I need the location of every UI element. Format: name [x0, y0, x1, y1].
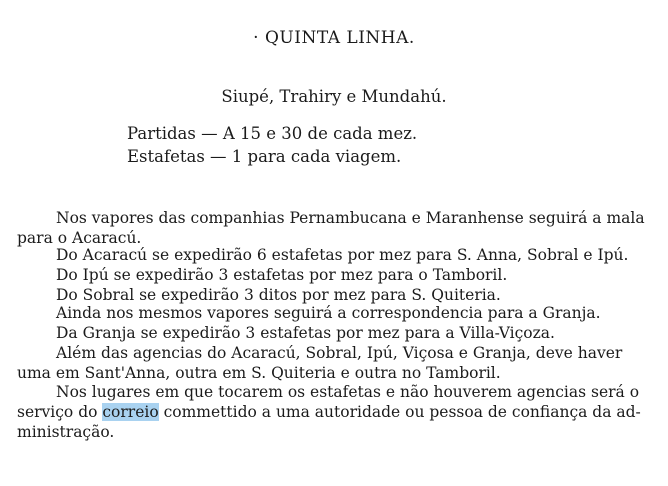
body-line-11-start: serviço do: [17, 403, 103, 421]
schedule-departures: Partidas — A 15 e 30 de cada mez.: [127, 124, 418, 143]
section-heading: · QUINTA LINHA.: [253, 28, 415, 48]
body-line-6: Ainda nos mesmos vapores seguirá a correspondencia para a Granja.: [56, 304, 601, 322]
body-line-4: Do Ipú se expedirão 3 estafetas por mez para o Tamboril.: [56, 266, 508, 284]
body-line-7: Da Granja se expedirão 3 estafetas por mez para a Villa-Viçoza.: [56, 324, 555, 342]
body-line-9: uma em Sant'Anna, outra em S. Quiteria e outra no Tamboril.: [17, 364, 501, 382]
body-line-3: Do Acaracú se expedirão 6 estafetas por mez para S. Anna, Sobral e Ipú.: [56, 246, 629, 264]
route-subheading: Siupé, Trahiry e Mundahú.: [221, 87, 447, 106]
body-line-12: ministração.: [17, 423, 115, 441]
body-line-11-end: commettido a uma autoridade ou pessoa de confiança da ad-: [158, 403, 641, 421]
schedule-couriers: Estafetas — 1 para cada viagem.: [127, 147, 402, 166]
body-line-5: Do Sobral se expedirão 3 ditos por mez para S. Quiteria.: [56, 286, 501, 304]
body-line-2: para o Acaracú.: [17, 229, 142, 247]
body-line-10: Nos lugares em que tocarem os estafetas e não houverem agencias será o: [56, 383, 640, 401]
body-line-8: Além das agencias do Acaracú, Sobral, Ipú, Viçosa e Granja, deve haver: [56, 344, 623, 362]
highlighted-word[interactable]: correio: [102, 403, 159, 421]
body-line-1: Nos vapores das companhias Pernambucana e Maranhense seguirá a mala: [56, 209, 645, 227]
body-line-11: [17, 403, 641, 421]
